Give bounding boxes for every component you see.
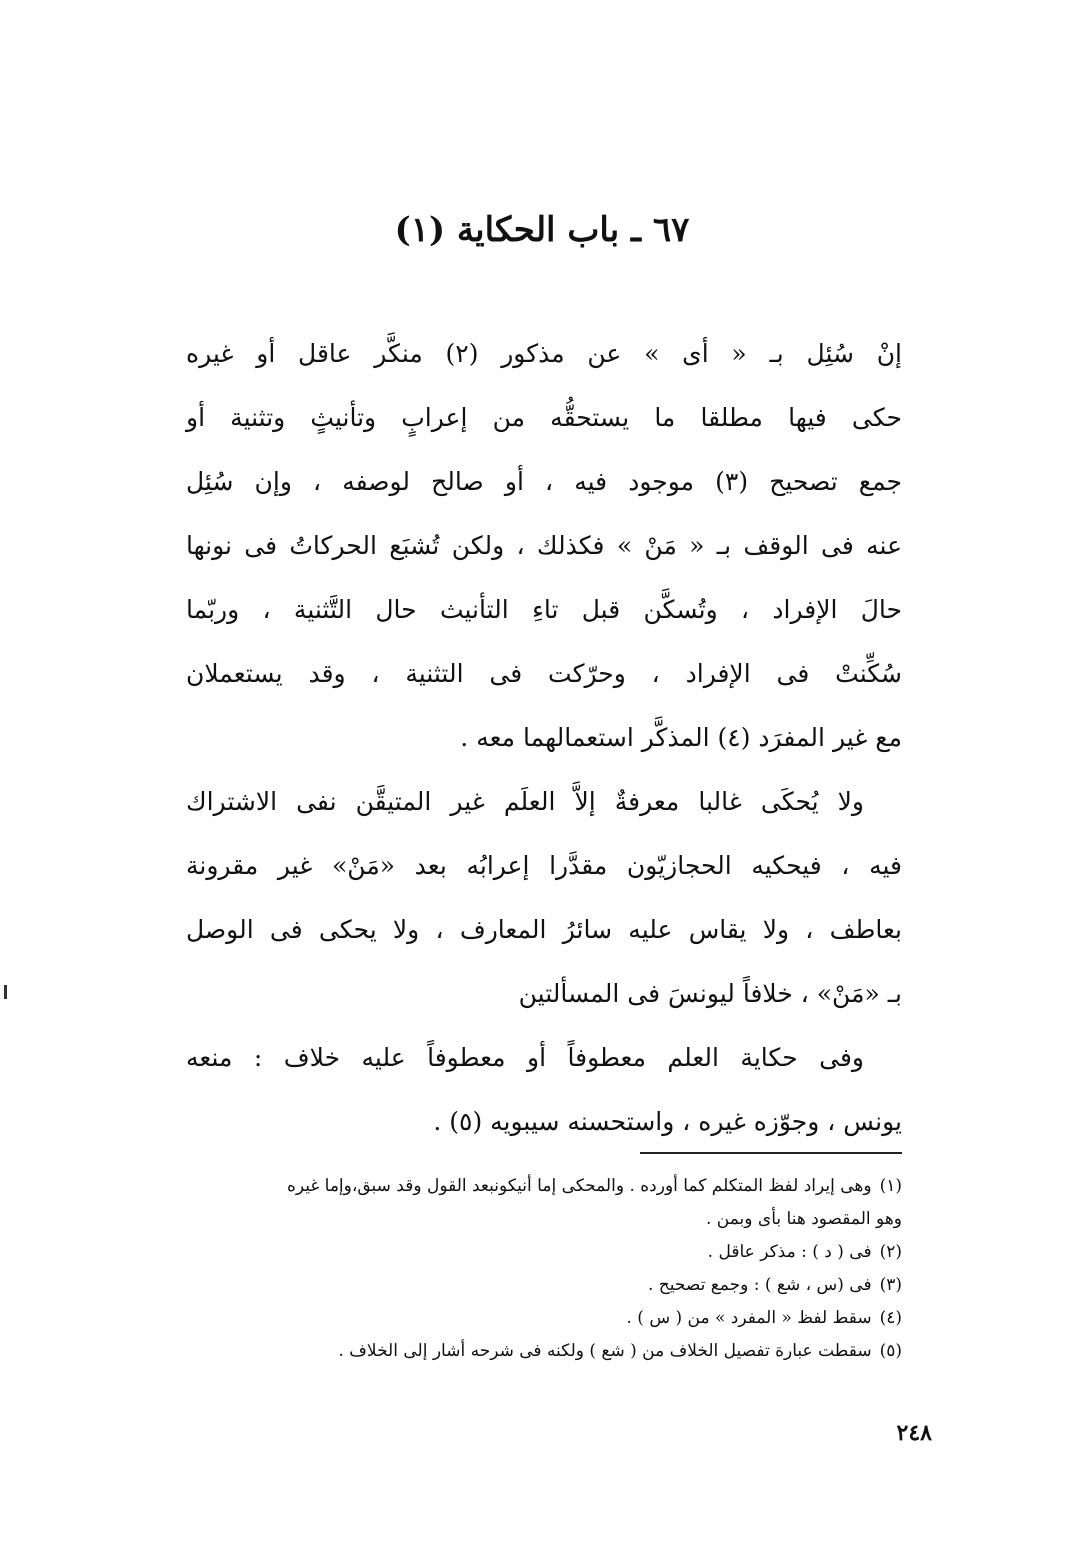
footnote <box>186 1302 902 1335</box>
footnote-number: (٤) <box>879 1308 902 1328</box>
footnote-text: سقطت عبارة تفصيل الخلاف من ( شع ) ولكنه فى شرحه أشار إلى الخلاف . <box>338 1341 872 1361</box>
text-line: مع غير المفرَد (٤) المذكَّر استعمالهما معه . <box>460 723 902 752</box>
scan-edge-mark <box>4 985 7 999</box>
footnote-number: (٥) <box>879 1341 902 1361</box>
text-line: حالَ الإفراد ، وتُسكَّن قبل تاءِ التأنيث حال التَّثنية ، وربّما <box>186 595 902 624</box>
text-line: يونس ، وجوّزه غيره ، واستحسنه سيبويه (٥) . <box>433 1107 902 1136</box>
footnote-text: سقط لفظ « المفرد » من ( س ) . <box>626 1308 872 1328</box>
text-line: عنه فى الوقف بـ « مَنْ » فكذلك ، ولكن تُشبَع الحركاتُ فى نونها <box>186 531 902 560</box>
text-line: حكى فيها مطلقا ما يستحقُّه من إعرابٍ وتأنيثٍ وتثنية أو <box>186 403 902 432</box>
page-number: ٢٤٨ <box>896 1420 932 1446</box>
text-line: سُكِّنتْ فى الإفراد ، وحرّكت فى التثنية ، وقد يستعملان <box>186 659 902 688</box>
footnote-number: (٣) <box>879 1275 902 1295</box>
text-line: جمع تصحيح (٣) موجود فيه ، أو صالح لوصفه ، وإن سُئِل <box>186 467 902 496</box>
text-line: وفى حكاية العلم معطوفاً أو معطوفاً عليه خلاف : منعه <box>186 1043 864 1072</box>
chapter-title: ٦٧ ـ باب الحكاية (١) <box>394 210 690 250</box>
text-line: فيه ، فيحكيه الحجازيّون مقدَّرا إعرابُه بعد «مَنْ» غير مقرونة <box>186 851 902 880</box>
text-line: بـ «مَنْ» ، خلافاً ليونسَ فى المسألتين <box>518 979 902 1008</box>
footnote-text: فى (س ، شع ) : وجمع تصحيح . <box>647 1275 872 1295</box>
text-line: ولا يُحكَى غالبا معرفةٌ إلاَّ العلَم غير المتيقَّن نفى الاشتراك <box>186 787 864 816</box>
text-line: بعاطف ، ولا يقاس عليه سائرُ المعارف ، ولا يحكى فى الوصل <box>186 915 902 944</box>
footnote <box>186 1236 902 1269</box>
footnote <box>186 1269 902 1302</box>
footnote-text: وهى إيراد لفظ المتكلم كما أورده . والمحكى إما أنيكونبعد القول وقد سبق،وإما غيره <box>286 1176 872 1196</box>
footnote-separator <box>640 1152 902 1154</box>
footnotes <box>186 1170 902 1368</box>
text-line: إنْ سُئِل بـ « أى » عن مذكور (٢) منكَّر عاقل أو غيره <box>186 339 903 368</box>
main-text <box>186 322 902 1154</box>
footnote-number: (٢) <box>879 1242 902 1262</box>
footnote-text: وهو المقصود هنا بأى وبمن . <box>705 1209 902 1229</box>
footnote <box>186 1203 902 1236</box>
footnote <box>186 1170 902 1203</box>
footnote-text: فى ( د ) : مذكر عاقل . <box>707 1242 872 1262</box>
footnote-number: (١) <box>879 1176 902 1196</box>
footnote <box>186 1335 902 1368</box>
